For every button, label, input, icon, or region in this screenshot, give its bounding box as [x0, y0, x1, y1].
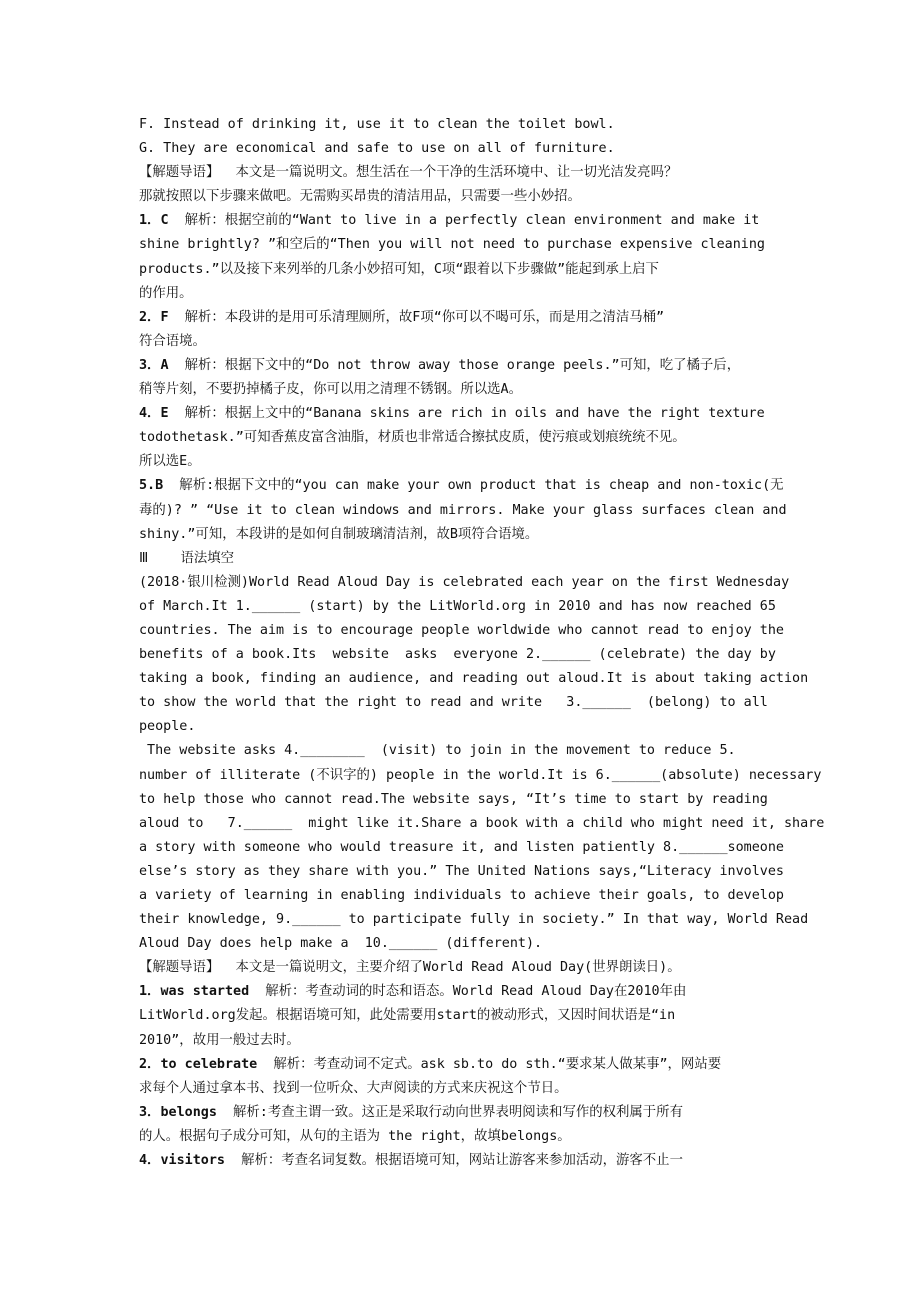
line-text: else’s story as they share with you.” The United Nations says,“Literacy involves: [139, 863, 784, 879]
text-line: [139, 523, 839, 547]
text-line: [139, 113, 839, 137]
line-text: G. They are economical and safe to use on all of furniture.: [139, 141, 615, 157]
text-line: [139, 547, 839, 571]
text-line: [139, 764, 839, 788]
line-text: F. Instead of drinking it, use it to clean the toilet bowl.: [139, 117, 615, 132]
line-text: aloud to 7.______ might like it.Share a book with a child who might need it, share: [139, 815, 825, 831]
answer-key: 5.B: [139, 478, 164, 494]
line-text: todothetask.”可知香蕉皮富含油脂，材质也非常适合擦拭皮质，使污痕或划痕统统不见。: [139, 430, 686, 446]
text-line: [139, 956, 839, 980]
text-line: [139, 209, 839, 233]
text-line: [139, 812, 839, 836]
line-text: 【解题导语】 本文是一篇说明文。想生活在一个干净的生活环境中、让一切光洁发亮吗？: [139, 165, 678, 181]
line-text: to show the world that the right to read and write 3.______ (belong) to all: [139, 695, 768, 711]
text-line: [139, 619, 839, 643]
line-text: Ⅲ 语法填空: [139, 550, 235, 566]
line-text: 【解题导语】 本文是一篇说明文，主要介绍了World Read Aloud Day(世界朗读日)。: [139, 960, 681, 976]
line-text: (2018·银川检测)World Read Aloud Day is celebrated each year on the first Wednesday: [139, 574, 790, 590]
text-line: [139, 258, 839, 282]
answer-key: 3．belongs: [139, 1104, 217, 1120]
text-line: [139, 450, 839, 474]
answer-key: 1．was started: [139, 984, 250, 1000]
text-line: [139, 330, 839, 354]
line-text: 解析：考查动词的时态和语态。World Read Aloud Day在2010年由: [249, 984, 687, 1000]
text-line: [139, 1125, 839, 1149]
document-page: [139, 113, 839, 1173]
text-line: [139, 908, 839, 932]
line-text: 求每个人通过拿本书、找到一位听众、大声阅读的方式来庆祝这个节日。: [139, 1080, 568, 1096]
line-text: a story with someone who would treasure it, and listen patiently 8.______someone: [139, 839, 784, 855]
line-text: 解析：考查动词不定式。ask sb.to do sth.“要求某人做某事”，网站要: [257, 1056, 722, 1072]
text-line: [139, 499, 839, 523]
text-line: [139, 1149, 839, 1173]
text-line: [139, 643, 839, 667]
text-line: [139, 884, 839, 908]
line-text: products.”以及接下来列举的几条小妙招可知，C项“跟着以下步骤做”能起到承上启下: [139, 261, 659, 277]
text-line: [139, 1077, 839, 1101]
text-line: [139, 1029, 839, 1053]
text-line: [139, 691, 839, 715]
text-line: [139, 402, 839, 426]
text-line: [139, 233, 839, 257]
line-text: shiny.”可知，本段讲的是如何自制玻璃清洁剂，故B项符合语境。: [139, 526, 539, 542]
line-text: 解析：根据下文中的“Do not throw away those orange peels.”可知，吃了橘子后，: [168, 357, 741, 373]
line-text: 毒的)? ” “Use it to clean windows and mirrors. Make your glass surfaces clean and: [139, 502, 787, 518]
text-line: [139, 595, 839, 619]
answer-key: 2．F: [139, 309, 169, 325]
text-line: [139, 739, 839, 763]
line-text: 解析：考查名词复数。根据语境可知，网站让游客来参加活动，游客不止一: [224, 1153, 683, 1169]
line-text: to help those who cannot read.The website says, “It’s time to start by reading: [139, 791, 768, 807]
line-text: a variety of learning in enabling individuals to achieve their goals, to develop: [139, 888, 784, 903]
text-line: [139, 185, 839, 209]
line-text: 2010”，故用一般过去时。: [139, 1032, 300, 1048]
line-text: 稍等片刻，不要扔掉橘子皮，你可以用之清理不锈钢。所以选A。: [139, 382, 522, 398]
text-line: [139, 667, 839, 691]
line-text: 的作用。: [139, 285, 193, 301]
line-text: countries. The aim is to encourage people worldwide who cannot read to enjoy the: [139, 622, 784, 638]
text-line: [139, 161, 839, 185]
answer-key: 1．C: [139, 213, 169, 229]
text-line: [139, 354, 839, 378]
line-text: The website asks 4.________ (visit) to join in the movement to reduce 5.: [139, 743, 736, 759]
line-text: their knowledge, 9.______ to participate fully in society.” In that way, World Read: [139, 912, 809, 928]
line-text: shine brightly? ”和空后的“Then you will not need to purchase expensive cleaning: [139, 237, 765, 253]
line-text: 符合语境。: [139, 333, 206, 349]
text-line: [139, 980, 839, 1004]
line-text: 所以选E。: [139, 454, 201, 470]
text-line: [139, 836, 839, 860]
text-line: [139, 1053, 839, 1077]
text-line: [139, 137, 839, 161]
line-text: 解析：根据上文中的“Banana skins are rich in oils and have the right texture: [168, 406, 765, 422]
text-line: [139, 932, 839, 956]
line-text: Aloud Day does help make a 10.______ (different).: [139, 936, 543, 952]
text-line: [139, 474, 839, 498]
text-line: [139, 282, 839, 306]
line-text: LitWorld.org发起。根据语境可知，此处需要用start的被动形式，又因时间状语是“in: [139, 1008, 676, 1024]
line-text: people.: [139, 719, 196, 735]
line-text: taking a book, finding an audience, and reading out aloud.It is about taking action: [139, 671, 809, 687]
line-text: 解析:根据下文中的“you can make your own product that is cheap and non-toxic(无: [163, 478, 784, 494]
answer-key: 3．A: [139, 357, 169, 373]
text-line: [139, 378, 839, 402]
answer-key: 2．to celebrate: [139, 1056, 258, 1072]
line-text: 解析：根据空前的“Want to live in a perfectly clean environment and make it: [168, 213, 760, 229]
text-line: [139, 715, 839, 739]
text-line: [139, 860, 839, 884]
line-text: 解析：本段讲的是用可乐清理厕所，故F项“你可以不喝可乐，而是用之清洁马桶”: [168, 309, 665, 325]
answer-key: 4．visitors: [139, 1153, 225, 1169]
text-line: [139, 1004, 839, 1028]
line-text: 解析:考查主谓一致。这正是采取行动向世界表明阅读和写作的权利属于所有: [216, 1104, 683, 1120]
text-line: [139, 788, 839, 812]
answer-key: 4．E: [139, 406, 169, 422]
text-line: [139, 306, 839, 330]
line-text: 的人。根据句子成分可知，从句的主语为 the right，故填belongs。: [139, 1128, 571, 1144]
line-text: benefits of a book.Its website asks everyone 2.______ (celebrate) the day by: [139, 647, 776, 663]
text-line: [139, 426, 839, 450]
text-line: [139, 571, 839, 595]
line-text: number of illiterate (不识字的) people in the world.It is 6.______(absolute) necessary: [139, 767, 822, 783]
line-text: 那就按照以下步骤来做吧。无需购买昂贵的清洁用品，只需要一些小妙招。: [139, 189, 581, 205]
text-line: [139, 1101, 839, 1125]
line-text: of March.It 1.______ (start) by the LitWorld.org in 2010 and has now reached 65: [139, 598, 776, 614]
